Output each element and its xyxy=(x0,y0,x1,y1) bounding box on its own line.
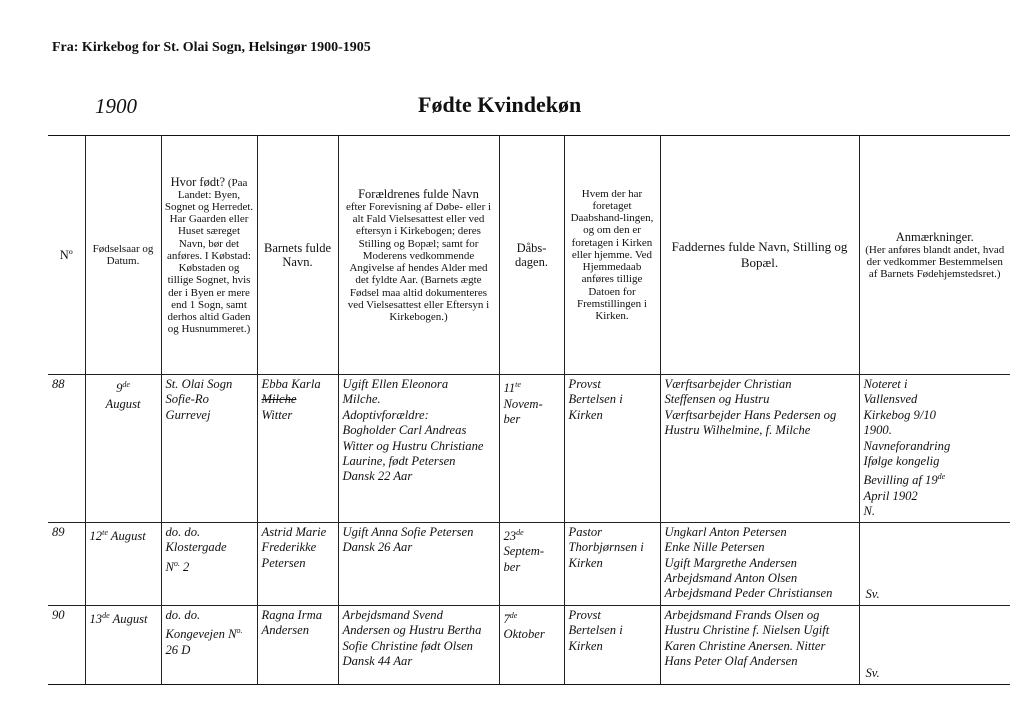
header-child-name: Barnets fulde Navn. xyxy=(257,136,338,375)
header-godparents: Faddernes fulde Navn, Stilling og Bopæl. xyxy=(660,136,859,375)
birthplace: do. do. Klostergade $N^{o.}$ 2 xyxy=(161,522,257,605)
header-number: Nº xyxy=(48,136,85,375)
parents: Ugift Anna Sofie Petersen Dansk 26 Aar xyxy=(338,522,499,605)
baptism-day: $11^{te}$ Novem- ber xyxy=(499,375,564,523)
entry-number: 90 xyxy=(48,605,85,684)
birth-date: $12^{te}$ August xyxy=(85,522,161,605)
birth-date: 13de August xyxy=(85,605,161,684)
birthplace: do. do. Kongevejen $N^{o.}$ 26 D xyxy=(161,605,257,684)
page-title: Fødte Kvindekøn xyxy=(418,92,582,117)
sv-mark: Sv. xyxy=(865,587,880,602)
godparents: Ungkarl Anton Petersen Enke Nille Petersen Ugift Margrethe Andersen Arbejdsmand Anton Olsen Arbejdsmand Peder Christiansen xyxy=(660,522,859,605)
baptism-day: 7de Oktober xyxy=(499,605,564,684)
table-row xyxy=(48,375,1010,523)
officiant: Pastor Thorbjørnsen i Kirken xyxy=(564,522,660,605)
child-name: Ragna Irma Andersen xyxy=(257,605,338,684)
source-line: Fra: Kirkebog for St. Olai Sogn, Helsingør 1900-1905 xyxy=(52,40,371,55)
struck-surname: Milche xyxy=(261,392,297,407)
godparents: Arbejdsmand Frands Olsen og Hustru Christine f. Nielsen Ugift Karen Christine Anersen. Nitter Hans Peter Olaf Andersen xyxy=(660,605,859,684)
header-notes: Anmærkninger. (Her anføres blandt andet, hvad der vedkommer Bestemmelsen af Barnets Fødehjemstedsret.) xyxy=(859,136,1010,375)
entry-number: 89 xyxy=(48,522,85,605)
parents: Ugift Ellen Eleonora Milche. Adoptivforældre: Bogholder Carl Andreas Witter og Hustru Christiane Laurine, født Petersen Dansk 22 Aar xyxy=(338,375,499,523)
child-name: Astrid Marie Frederikke Petersen xyxy=(257,522,338,605)
header-baptism-day: Dåbs-dagen. xyxy=(499,136,564,375)
notes xyxy=(859,605,1010,684)
birthplace: St. Olai Sogn Sofie-Ro Gurrevej xyxy=(161,375,257,523)
child-name: Ebba Karla Milche Witter xyxy=(257,375,338,523)
header-row xyxy=(48,136,1010,375)
notes: Noteret i Vallensved Kirkebog 9/10 1900. Navneforandring Ifølge kongelig Bevilling af 19de April 1902 N. xyxy=(859,375,1010,523)
header-parents: Forældrenes fulde Navn efter Forevisning af Døbe- eller i alt Fald Vielsesattest eller ved eftersyn i Kirkebogen; deres Stilling og Bopæl; samt for Moderens vedkommende Angivelse af hendes Alder med det fyldte Aar. (Barnets ægte Fødsel maa altid dokumenteres ved Vielsesattest eller Eftersyn i Kirkebogen.) xyxy=(338,136,499,375)
officiant: Provst Bertelsen i Kirken xyxy=(564,605,660,684)
birth-date: 9de August xyxy=(85,375,161,523)
baptism-day: 23de Septem- ber xyxy=(499,522,564,605)
entry-number: 88 xyxy=(48,375,85,523)
sv-mark: Sv. xyxy=(865,666,880,681)
parents: Arbejdsmand Svend Andersen og Hustru Bertha Sofie Christine født Olsen Dansk 44 Aar xyxy=(338,605,499,684)
godparents: Værftsarbejder Christian Steffensen og Hustru Værftsarbejder Hans Pedersen og Hustru Wilhelmine, f. Milche xyxy=(660,375,859,523)
table-row xyxy=(48,522,1010,605)
officiant: Provst Bertelsen i Kirken xyxy=(564,375,660,523)
header-officiant: Hvem der har foretaget Daabshand-lingen, og om den er foretagen i Kirken eller hjemme. Ved Hjemmedaab anføres tillige Datoen for Fremstillingen i Kirken. xyxy=(564,136,660,375)
table-row xyxy=(48,605,1010,684)
header-birthplace: Hvor født? (Paa Landet: Byen, Sognet og Herredet. Har Gaarden eller Huset særeget Navn, bør det anføres. I Købstad: Købstaden og tillige Sognet, hvis der i Byen er mere end 1 Sogn, samt derhos altid Gaden og Husnummeret.) xyxy=(161,136,257,375)
header-birth-date: Fødselsaar og Datum. xyxy=(85,136,161,375)
notes xyxy=(859,522,1010,605)
year-heading: 1900 xyxy=(95,94,137,118)
birth-register-table xyxy=(48,135,1010,685)
